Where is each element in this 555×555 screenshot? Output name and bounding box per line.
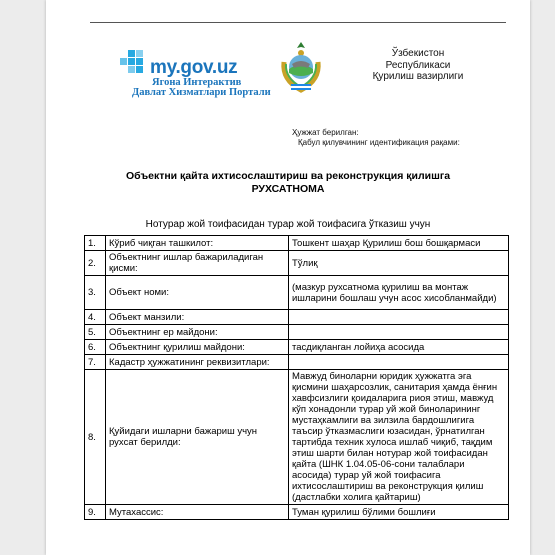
row-number: 9. [85,505,106,520]
table-row [85,325,509,340]
row-number: 6. [85,340,106,355]
row-number: 5. [85,325,106,340]
row-value: Туман қурилиш бўлими бошлиғи [289,505,509,520]
issued-info [292,128,460,148]
row-number: 2. [85,251,106,276]
row-value [289,355,509,370]
mygov-logo [120,50,271,98]
ministry-line-1: Ўзбекистон [391,48,445,59]
row-label: Объектнинг қурилиш майдони: [106,340,289,355]
ministry-name [368,48,468,83]
top-rule [90,22,506,23]
row-label: Қуйидаги ишларни бажариш учун рухсат берилди: [106,370,289,505]
row-label: Объектнинг ишлар бажариладиган қисми: [106,251,289,276]
row-value: Тошкент шаҳар Қурилиш бош бошқармаси [289,236,509,251]
document-subtitle: Нотурар жой тоифасидан турар жой тоифасига ўтказиш учун [145,219,431,230]
permit-table [84,235,509,520]
row-label: Объектнинг ер майдони: [106,325,289,340]
logo-squares-icon [120,50,150,78]
logo-subtitle-2: Давлат Хизматлари Портали [132,87,271,98]
table-row [85,340,509,355]
table-row [85,251,509,276]
row-number: 3. [85,276,106,310]
row-value: (мазкур рухсатнома қурилиш ва монтаж ишларини бошлаш учун асос хисобланмайди) [289,276,509,310]
table-row [85,310,509,325]
ministry-line-2: Республикаси [385,59,451,71]
table-row [85,370,509,505]
row-value: Мавжуд биноларни юридик ҳужжатга эга қисмини шаҳарсозлик, санитария ҳамда ёнғин хавфсизлиги қоидаларига риоя этиш, мавжуд кўп хонадонли турар уй жой биноларининг мустаҳкамлиги ва зилзила бардошлигига таъсир ўтказмаслиги юзасидан, ўрнатилган тартибда техник хулоса ишлаб чиқиб, тақдим этиш шарти билан нотурар жой тоифасидан қайта (ШНК 1.04.05-06-сони талаблари асосида) турар уй жой тоифасига ихтисослаштириш ва реконструкция қилиш (дастлабки холига қайтариш) [289,370,509,505]
document-title: Объектни қайта ихтисослаштириш ва реконструкция қилишга [125,170,451,182]
row-number: 8. [85,370,106,505]
document-page [46,0,530,555]
state-emblem-icon [278,40,324,94]
ministry-line-3: Қурилиш вазирлиги [372,71,464,82]
row-label: Мутахассис: [106,505,289,520]
table-row [85,505,509,520]
logo-subtitle-1: Ягона Интерактив [152,77,242,88]
table-row [85,276,509,310]
row-label: Объект манзили: [106,310,289,325]
logo-text: my.gov.uz [150,57,238,78]
row-label: Кадастр ҳужжатининг реквизитлари: [106,355,289,370]
row-value [289,310,509,325]
recipient-id-label: Қабул қилувчининг идентификация рақами: [298,138,460,147]
row-label: Кўриб чиқган ташкилот: [106,236,289,251]
row-value: тасдиқланган лойиҳа асосида [289,340,509,355]
row-number: 4. [85,310,106,325]
row-value: Тўлиқ [289,251,509,276]
document-type: РУХСАТНОМА [251,183,325,195]
issued-to-label: Ҳужжат берилган: [292,128,359,137]
row-number: 7. [85,355,106,370]
table-row [85,236,509,251]
row-value [289,325,509,340]
row-label: Объект номи: [106,276,289,310]
row-number: 1. [85,236,106,251]
table-row [85,355,509,370]
